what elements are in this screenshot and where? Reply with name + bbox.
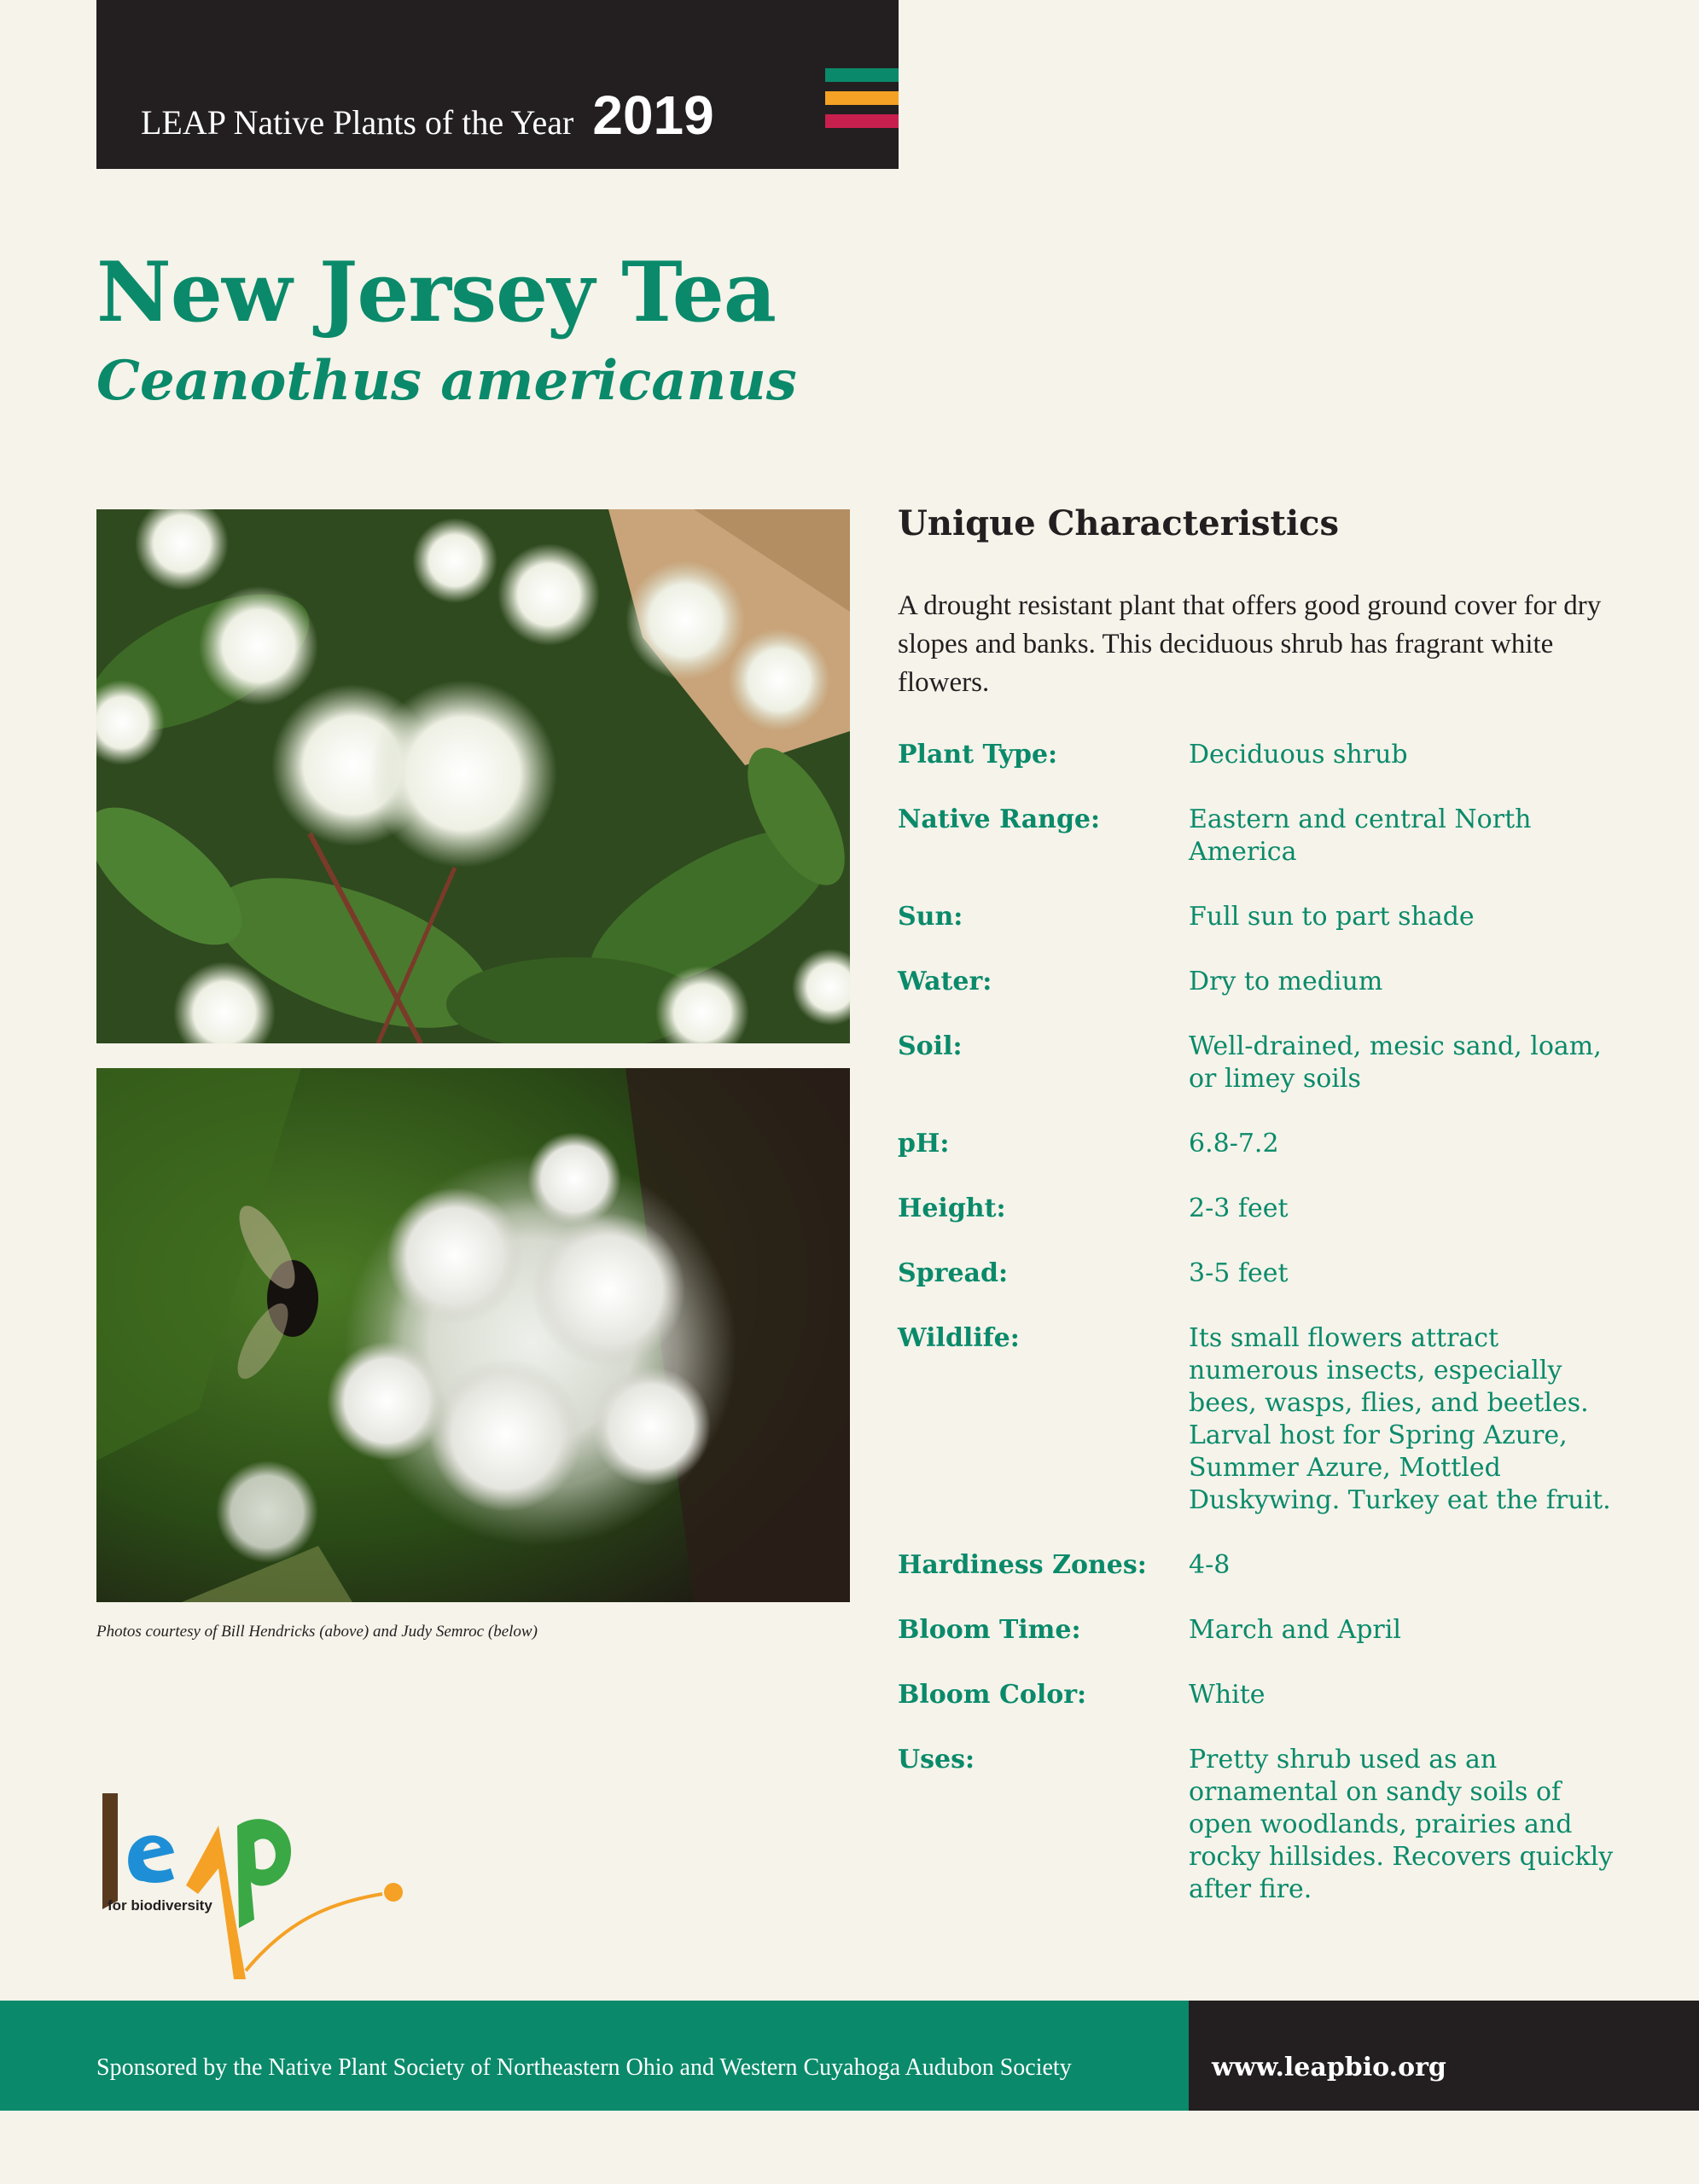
char-row-bloom-color: [898, 1679, 1649, 1711]
char-value: March and April: [1189, 1615, 1401, 1645]
photo-flowers-top: [96, 509, 850, 1043]
logo-dot: [384, 1883, 403, 1902]
header-stripes: [825, 68, 899, 137]
char-row-native-range: [898, 804, 1649, 868]
website-link[interactable]: www.leapbio.org: [1212, 2053, 1446, 2082]
logo-letter-e: [128, 1835, 174, 1883]
leap-logo-mark: [92, 1792, 416, 1988]
header-title: [141, 84, 714, 146]
leap-logo: [92, 1792, 416, 1988]
char-row-uses: [898, 1744, 1649, 1906]
char-value: Deciduous shrub: [1189, 740, 1408, 770]
char-value: Well-drained, mesic sand, loam, or limey soils: [1189, 1031, 1602, 1094]
header-year: 2019: [592, 84, 714, 146]
intro-paragraph: A drought resistant plant that offers good ground cover for dry slopes and banks. This deciduous shrub has fragrant white flowers.: [898, 590, 1602, 698]
char-row-water: [898, 966, 1649, 998]
char-value: White: [1189, 1680, 1266, 1710]
char-value: 6.8-7.2: [1189, 1129, 1279, 1159]
photo-flowers-top-image: [96, 509, 850, 1043]
char-label: Height:: [898, 1194, 1006, 1223]
char-value: Its small flowers attract numerous insects, especially bees, wasps, flies, and beetles. Larval host for Spring Azure, Summer Azure, Mottled Duskywing. Turkey eat the fruit.: [1189, 1323, 1611, 1515]
photo-flowers-bottom-image: [96, 1068, 850, 1602]
char-label: Wildlife:: [898, 1323, 1020, 1353]
char-row-wildlife: [898, 1322, 1649, 1517]
plant-scientific-name: Ceanothus americanus: [96, 349, 797, 413]
logo-tagline: for biodiversity: [108, 1897, 212, 1914]
photo-caption: Photos courtesy of Bill Hendricks (above) and Judy Semroc (below): [96, 1623, 538, 1641]
char-label: pH:: [898, 1129, 950, 1159]
char-label: Uses:: [898, 1745, 975, 1774]
stripe-red: [825, 114, 899, 128]
char-row-plant-type: [898, 739, 1649, 771]
stripe-green: [825, 68, 899, 82]
stripe-orange: [825, 91, 899, 105]
char-row-bloom-time: [898, 1614, 1649, 1647]
char-row-hardiness-zones: [898, 1549, 1649, 1582]
footer-sponsor-text: Sponsored by the Native Plant Society of Northeastern Ohio and Western Cuyahoga Audubon Society: [96, 2054, 1072, 2081]
char-label: Soil:: [898, 1031, 963, 1061]
char-row-spread: [898, 1258, 1649, 1290]
char-row-ph: [898, 1128, 1649, 1160]
char-label: Spread:: [898, 1258, 1009, 1288]
photo-flowers-bottom: [96, 1068, 850, 1602]
logo-swoosh: [246, 1894, 382, 1971]
char-label: Water:: [898, 967, 992, 996]
char-value: Eastern and central North America: [1189, 804, 1532, 867]
plant-common-name: New Jersey Tea: [96, 244, 776, 340]
char-label: Sun:: [898, 902, 963, 932]
logo-letter-l: [102, 1793, 118, 1909]
char-row-sun: [898, 901, 1649, 933]
characteristics-list: [898, 739, 1649, 1938]
char-value: 3-5 feet: [1189, 1258, 1289, 1288]
char-label: Hardiness Zones:: [898, 1550, 1147, 1580]
char-value: Full sun to part shade: [1189, 902, 1475, 932]
header-label: LEAP Native Plants of the Year: [141, 103, 574, 142]
char-row-height: [898, 1193, 1649, 1225]
char-value: Dry to medium: [1189, 967, 1383, 996]
char-label: Bloom Time:: [898, 1615, 1081, 1645]
logo-letter-p: [237, 1819, 291, 1928]
char-value: 2-3 feet: [1189, 1194, 1289, 1223]
char-value: 4-8: [1189, 1550, 1231, 1580]
char-label: Plant Type:: [898, 740, 1058, 770]
char-label: Bloom Color:: [898, 1680, 1087, 1710]
char-value: Pretty shrub used as an ornamental on sandy soils of open woodlands, prairies and rocky hillsides. Recovers quickly after fire.: [1189, 1745, 1614, 1904]
char-row-soil: [898, 1031, 1649, 1095]
section-heading: Unique Characteristics: [898, 503, 1340, 543]
char-label: Native Range:: [898, 804, 1101, 834]
